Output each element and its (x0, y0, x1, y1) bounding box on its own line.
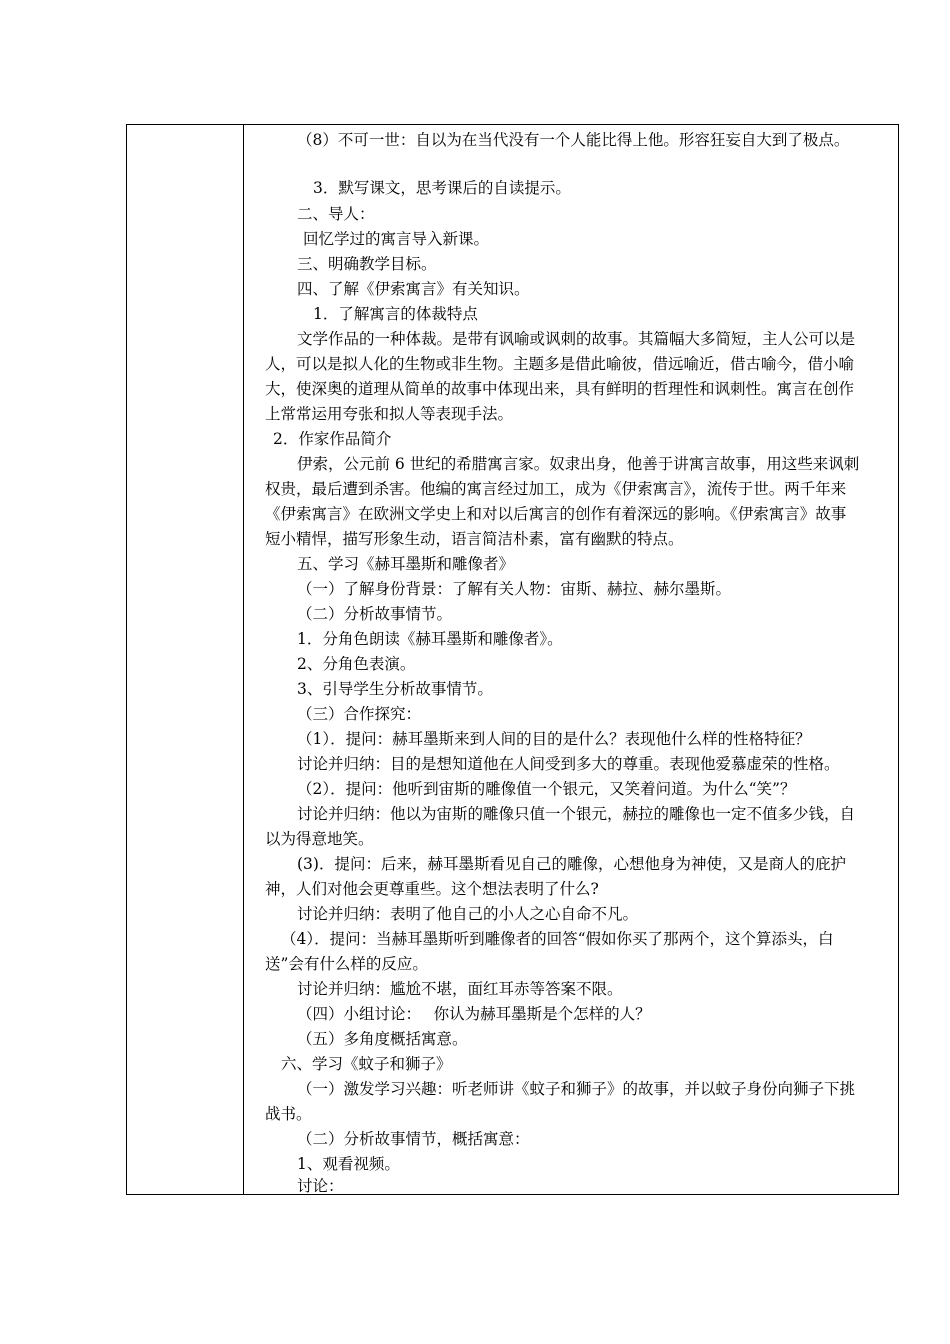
text-line: （二）分析故事情节。 (297, 605, 453, 623)
text-line: （四）小组讨论： 你认为赫耳墨斯是个怎样的人？ (297, 1005, 651, 1023)
text-line: 神，人们对他会更尊重些。这个想法表明了什么? (265, 880, 599, 898)
text-line: 六、学习《蚊子和狮子》 (281, 1055, 452, 1073)
text-line: 短小精悍，描写形象生动，语言简洁朴素，富有幽默的特点。 (265, 530, 684, 548)
text-line: 1．分角色朗读《赫耳墨斯和雕像者》。 (297, 630, 563, 648)
text-line: （4）．提问：当赫耳墨斯听到雕像者的回答“假如你买了那两个，这个算添头，白 (281, 930, 834, 948)
text-line: 讨论并归纳：他以为宙斯的雕像只值一个银元，赫拉的雕像也一定不值多少钱，自 (297, 805, 856, 823)
text-line: 文学作品的一种体裁。是带有讽喻或讽刺的故事。其篇幅大多简短，主人公可以是 (297, 330, 856, 348)
text-line: 五、学习《赫耳墨斯和雕像者》 (297, 555, 515, 573)
column-divider (243, 125, 244, 1194)
text-line: （五）多角度概括寓意。 (297, 1030, 468, 1048)
text-line: 1、观看视频。 (297, 1155, 400, 1173)
lesson-table (126, 124, 899, 1195)
text-line: 伊索，公元前 6 世纪的希腊寓言家。奴隶出身，他善于讲寓言故事，用这些来讽刺 (297, 455, 860, 473)
text-line: 2．作家作品简介 (273, 430, 392, 448)
text-line: (3)．提问：后来，赫耳墨斯看见自己的雕像，心想他身为神使，又是商人的庇护 (297, 855, 846, 873)
text-line: （2）．提问：他听到宙斯的雕像值一个银元，又笑着问道。为什么“笑”？ (297, 780, 796, 798)
text-line: 以为得意地笑。 (265, 830, 374, 848)
text-line: 2、分角色表演。 (297, 655, 416, 673)
text-line: （一）激发学习兴趣：听老师讲《蚊子和狮子》的故事，并以蚊子身份向狮子下挑 (297, 1080, 856, 1098)
text-line: （二）分析故事情节，概括寓意： (297, 1130, 530, 1148)
text-line: 3．默写课文，思考课后的自读提示。 (313, 179, 571, 197)
text-line: （一）了解身份背景：了解有关人物：宙斯、赫拉、赫尔墨斯。 (297, 580, 732, 598)
text-line: （8）不可一世：自以为在当代没有一个人能比得上他。形容狂妄自大到了极点。 (297, 131, 850, 149)
text-line: 回忆学过的寓言导入新课。 (303, 230, 490, 248)
text-line: （三）合作探究： (297, 705, 422, 723)
text-line: 讨论并归纳：表明了他自己的小人之心自命不凡。 (297, 905, 639, 923)
text-line: 三、明确教学目标。 (297, 255, 437, 273)
text-line: 权贵，最后遭到杀害。他编的寓言经过加工，成为《伊索寓言》，流传于世。两千年来 (265, 480, 847, 498)
text-line: 二、导人： (297, 205, 375, 223)
text-line: 讨论： (297, 1177, 344, 1195)
text-line: 讨论并归纳：尴尬不堪，面红耳赤等答案不限。 (297, 980, 623, 998)
text-line: 四、了解《伊索寓言》有关知识。 (297, 280, 530, 298)
text-line: 大，使深奥的道理从简单的故事中体现出来，具有鲜明的哲理性和讽刺性。寓言在创作 (265, 380, 855, 398)
text-line: 上常常运用夸张和拟人等表现手法。 (265, 405, 514, 423)
text-line: 1．了解寓言的体裁特点 (313, 305, 478, 323)
text-line: 《伊索寓言》在欧洲文学史上和对以后寓言的创作有着深远的影响。《伊索寓言》故事 (265, 505, 847, 523)
text-line: 3、引导学生分析故事情节。 (297, 680, 493, 698)
text-line: 送”会有什么样的反应。 (265, 955, 428, 973)
text-line: 人，可以是拟人化的生物或非生物。主题多是借此喻彼，借远喻近，借古喻今，借小喻 (265, 355, 855, 373)
text-line: 战书。 (265, 1105, 312, 1123)
text-line: 讨论并归纳：目的是想知道他在人间受到多大的尊重。表现他爱慕虚荣的性格。 (297, 755, 840, 773)
text-line: （1）．提问：赫耳墨斯来到人间的目的是什么？表现他什么样的性格特征？ (297, 730, 811, 748)
